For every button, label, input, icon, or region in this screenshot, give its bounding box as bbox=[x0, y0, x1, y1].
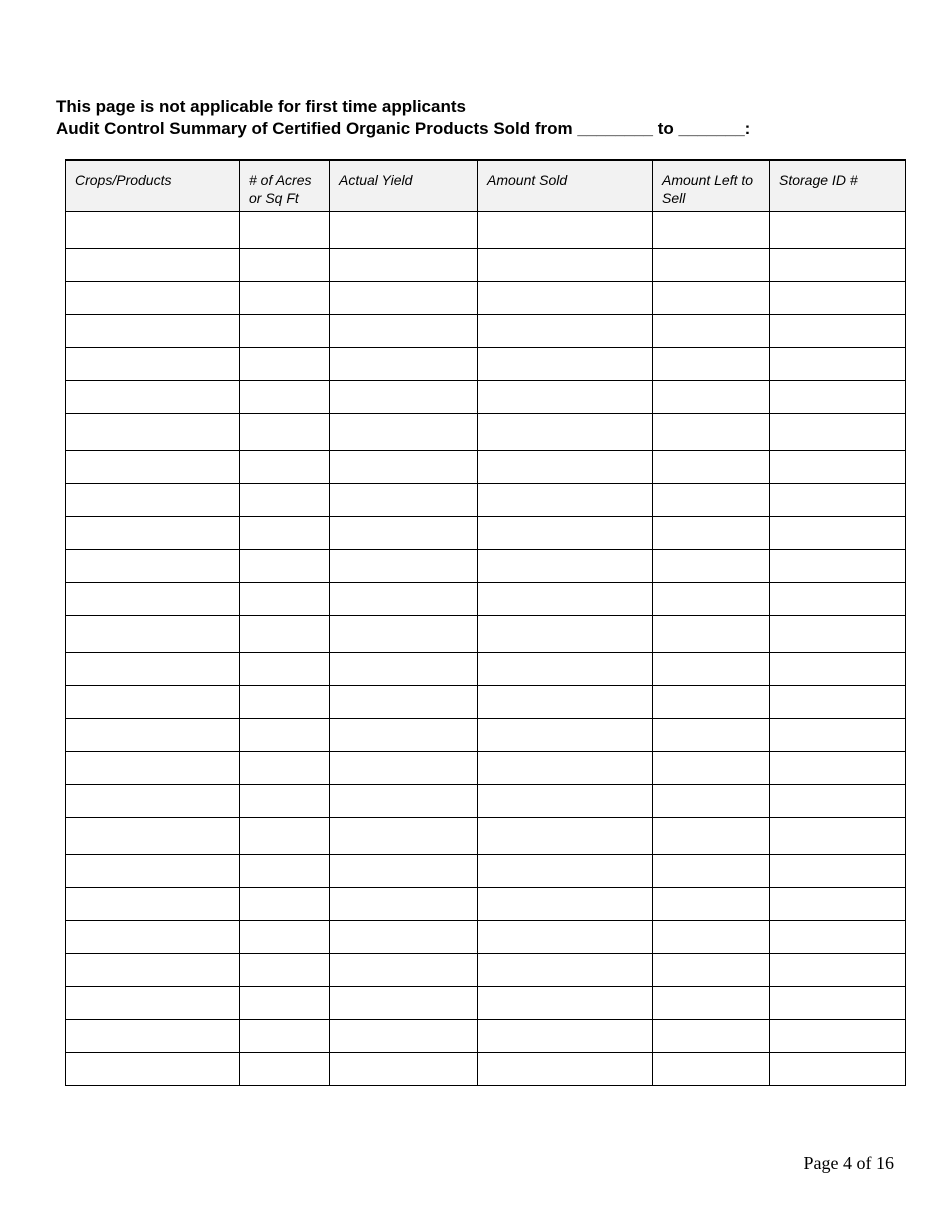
storage-id-cell[interactable] bbox=[770, 818, 906, 855]
audit-control-table bbox=[65, 159, 906, 1086]
acres-sqft-cell[interactable] bbox=[240, 315, 330, 348]
amount-left-cell[interactable] bbox=[653, 954, 770, 987]
table-row bbox=[66, 517, 906, 550]
actual-yield-cell[interactable] bbox=[330, 888, 478, 921]
amount-sold-cell[interactable] bbox=[478, 550, 653, 583]
storage-id-cell[interactable] bbox=[770, 484, 906, 517]
amount-sold-cell[interactable] bbox=[478, 583, 653, 616]
amount-sold-cell[interactable] bbox=[478, 785, 653, 818]
col-header-amount-sold: Amount Sold bbox=[478, 160, 653, 212]
amount-left-cell[interactable] bbox=[653, 315, 770, 348]
amount-left-cell[interactable] bbox=[653, 212, 770, 249]
acres-sqft-cell[interactable] bbox=[240, 348, 330, 381]
storage-id-cell[interactable] bbox=[770, 451, 906, 484]
table-row bbox=[66, 752, 906, 785]
acres-sqft-cell[interactable] bbox=[240, 583, 330, 616]
col-header-amount-left: Amount Left to Sell bbox=[653, 160, 770, 212]
acres-sqft-cell[interactable] bbox=[240, 451, 330, 484]
crop-product-cell[interactable] bbox=[66, 785, 240, 818]
acres-sqft-cell[interactable] bbox=[240, 818, 330, 855]
acres-sqft-cell[interactable] bbox=[240, 686, 330, 719]
actual-yield-cell[interactable] bbox=[330, 583, 478, 616]
amount-left-cell[interactable] bbox=[653, 348, 770, 381]
table-row bbox=[66, 249, 906, 282]
applicability-note: This page is not applicable for first time applicants bbox=[56, 97, 466, 116]
amount-left-cell[interactable] bbox=[653, 550, 770, 583]
actual-yield-cell[interactable] bbox=[330, 249, 478, 282]
actual-yield-cell[interactable] bbox=[330, 517, 478, 550]
crop-product-cell[interactable] bbox=[66, 550, 240, 583]
actual-yield-cell[interactable] bbox=[330, 954, 478, 987]
col-header-actual-yield: Actual Yield bbox=[330, 160, 478, 212]
acres-sqft-cell[interactable] bbox=[240, 653, 330, 686]
amount-sold-cell[interactable] bbox=[478, 653, 653, 686]
table-row bbox=[66, 484, 906, 517]
actual-yield-cell[interactable] bbox=[330, 348, 478, 381]
acres-sqft-cell[interactable] bbox=[240, 282, 330, 315]
amount-sold-cell[interactable] bbox=[478, 1053, 653, 1086]
audit-summary-title: Audit Control Summary of Certified Organic Products Sold from ________ to _______: bbox=[56, 119, 751, 138]
crop-product-cell[interactable] bbox=[66, 282, 240, 315]
amount-left-cell[interactable] bbox=[653, 1020, 770, 1053]
amount-sold-cell[interactable] bbox=[478, 752, 653, 785]
amount-sold-cell[interactable] bbox=[478, 921, 653, 954]
storage-id-cell[interactable] bbox=[770, 282, 906, 315]
acres-sqft-cell[interactable] bbox=[240, 921, 330, 954]
table-row bbox=[66, 818, 906, 855]
crop-product-cell[interactable] bbox=[66, 686, 240, 719]
storage-id-cell[interactable] bbox=[770, 921, 906, 954]
storage-id-cell[interactable] bbox=[770, 686, 906, 719]
col-header-storage-id: Storage ID # bbox=[770, 160, 906, 212]
acres-sqft-cell[interactable] bbox=[240, 987, 330, 1020]
actual-yield-cell[interactable] bbox=[330, 719, 478, 752]
actual-yield-cell[interactable] bbox=[330, 987, 478, 1020]
col-header-crops-products: Crops/Products bbox=[66, 160, 240, 212]
amount-left-cell[interactable] bbox=[653, 855, 770, 888]
amount-left-cell[interactable] bbox=[653, 381, 770, 414]
table-row bbox=[66, 954, 906, 987]
amount-sold-cell[interactable] bbox=[478, 818, 653, 855]
acres-sqft-cell[interactable] bbox=[240, 1053, 330, 1086]
crop-product-cell[interactable] bbox=[66, 517, 240, 550]
acres-sqft-cell[interactable] bbox=[240, 212, 330, 249]
crop-product-cell[interactable] bbox=[66, 381, 240, 414]
storage-id-cell[interactable] bbox=[770, 752, 906, 785]
amount-sold-cell[interactable] bbox=[478, 315, 653, 348]
crop-product-cell[interactable] bbox=[66, 451, 240, 484]
table-row bbox=[66, 987, 906, 1020]
storage-id-cell[interactable] bbox=[770, 381, 906, 414]
amount-sold-cell[interactable] bbox=[478, 719, 653, 752]
page-heading bbox=[56, 96, 750, 140]
amount-sold-cell[interactable] bbox=[478, 686, 653, 719]
actual-yield-cell[interactable] bbox=[330, 752, 478, 785]
crop-product-cell[interactable] bbox=[66, 616, 240, 653]
crop-product-cell[interactable] bbox=[66, 315, 240, 348]
amount-sold-cell[interactable] bbox=[478, 484, 653, 517]
actual-yield-cell[interactable] bbox=[330, 785, 478, 818]
storage-id-cell[interactable] bbox=[770, 888, 906, 921]
actual-yield-cell[interactable] bbox=[330, 484, 478, 517]
table-row bbox=[66, 921, 906, 954]
acres-sqft-cell[interactable] bbox=[240, 616, 330, 653]
page-number: Page 4 of 16 bbox=[803, 1153, 894, 1173]
crop-product-cell[interactable] bbox=[66, 954, 240, 987]
storage-id-cell[interactable] bbox=[770, 550, 906, 583]
amount-left-cell[interactable] bbox=[653, 719, 770, 752]
crop-product-cell[interactable] bbox=[66, 1020, 240, 1053]
amount-sold-cell[interactable] bbox=[478, 855, 653, 888]
storage-id-cell[interactable] bbox=[770, 1053, 906, 1086]
acres-sqft-cell[interactable] bbox=[240, 855, 330, 888]
table-header-row bbox=[66, 160, 906, 212]
amount-left-cell[interactable] bbox=[653, 785, 770, 818]
amount-left-cell[interactable] bbox=[653, 451, 770, 484]
amount-left-cell[interactable] bbox=[653, 686, 770, 719]
crop-product-cell[interactable] bbox=[66, 583, 240, 616]
table-row bbox=[66, 348, 906, 381]
table-row bbox=[66, 414, 906, 451]
storage-id-cell[interactable] bbox=[770, 315, 906, 348]
table-row bbox=[66, 1053, 906, 1086]
table-row bbox=[66, 550, 906, 583]
amount-left-cell[interactable] bbox=[653, 282, 770, 315]
storage-id-cell[interactable] bbox=[770, 517, 906, 550]
acres-sqft-cell[interactable] bbox=[240, 381, 330, 414]
actual-yield-cell[interactable] bbox=[330, 550, 478, 583]
storage-id-cell[interactable] bbox=[770, 249, 906, 282]
storage-id-cell[interactable] bbox=[770, 987, 906, 1020]
crop-product-cell[interactable] bbox=[66, 414, 240, 451]
actual-yield-cell[interactable] bbox=[330, 921, 478, 954]
actual-yield-cell[interactable] bbox=[330, 1053, 478, 1086]
storage-id-cell[interactable] bbox=[770, 212, 906, 249]
table-row bbox=[66, 855, 906, 888]
acres-sqft-cell[interactable] bbox=[240, 719, 330, 752]
storage-id-cell[interactable] bbox=[770, 719, 906, 752]
col-header-acres-sqft: # of Acres or Sq Ft bbox=[240, 160, 330, 212]
storage-id-cell[interactable] bbox=[770, 616, 906, 653]
amount-left-cell[interactable] bbox=[653, 653, 770, 686]
actual-yield-cell[interactable] bbox=[330, 282, 478, 315]
acres-sqft-cell[interactable] bbox=[240, 550, 330, 583]
storage-id-cell[interactable] bbox=[770, 583, 906, 616]
table-row bbox=[66, 616, 906, 653]
table-row bbox=[66, 583, 906, 616]
table-row bbox=[66, 451, 906, 484]
amount-sold-cell[interactable] bbox=[478, 282, 653, 315]
table-row bbox=[66, 686, 906, 719]
acres-sqft-cell[interactable] bbox=[240, 752, 330, 785]
table-row bbox=[66, 1020, 906, 1053]
actual-yield-cell[interactable] bbox=[330, 686, 478, 719]
amount-sold-cell[interactable] bbox=[478, 1020, 653, 1053]
crop-product-cell[interactable] bbox=[66, 987, 240, 1020]
amount-sold-cell[interactable] bbox=[478, 616, 653, 653]
amount-left-cell[interactable] bbox=[653, 616, 770, 653]
amount-sold-cell[interactable] bbox=[478, 249, 653, 282]
table-row bbox=[66, 785, 906, 818]
crop-product-cell[interactable] bbox=[66, 888, 240, 921]
amount-left-cell[interactable] bbox=[653, 921, 770, 954]
amount-left-cell[interactable] bbox=[653, 249, 770, 282]
amount-left-cell[interactable] bbox=[653, 888, 770, 921]
amount-left-cell[interactable] bbox=[653, 583, 770, 616]
actual-yield-cell[interactable] bbox=[330, 1020, 478, 1053]
crop-product-cell[interactable] bbox=[66, 855, 240, 888]
amount-sold-cell[interactable] bbox=[478, 517, 653, 550]
amount-left-cell[interactable] bbox=[653, 517, 770, 550]
crop-product-cell[interactable] bbox=[66, 653, 240, 686]
storage-id-cell[interactable] bbox=[770, 785, 906, 818]
table-row bbox=[66, 381, 906, 414]
amount-sold-cell[interactable] bbox=[478, 348, 653, 381]
crop-product-cell[interactable] bbox=[66, 719, 240, 752]
actual-yield-cell[interactable] bbox=[330, 315, 478, 348]
amount-sold-cell[interactable] bbox=[478, 414, 653, 451]
amount-sold-cell[interactable] bbox=[478, 381, 653, 414]
storage-id-cell[interactable] bbox=[770, 1020, 906, 1053]
crop-product-cell[interactable] bbox=[66, 212, 240, 249]
acres-sqft-cell[interactable] bbox=[240, 888, 330, 921]
crop-product-cell[interactable] bbox=[66, 249, 240, 282]
crop-product-cell[interactable] bbox=[66, 484, 240, 517]
storage-id-cell[interactable] bbox=[770, 653, 906, 686]
crop-product-cell[interactable] bbox=[66, 348, 240, 381]
acres-sqft-cell[interactable] bbox=[240, 954, 330, 987]
table-body bbox=[66, 212, 906, 1086]
amount-sold-cell[interactable] bbox=[478, 987, 653, 1020]
actual-yield-cell[interactable] bbox=[330, 414, 478, 451]
actual-yield-cell[interactable] bbox=[330, 616, 478, 653]
acres-sqft-cell[interactable] bbox=[240, 785, 330, 818]
storage-id-cell[interactable] bbox=[770, 954, 906, 987]
crop-product-cell[interactable] bbox=[66, 818, 240, 855]
acres-sqft-cell[interactable] bbox=[240, 517, 330, 550]
crop-product-cell[interactable] bbox=[66, 1053, 240, 1086]
table-row bbox=[66, 212, 906, 249]
amount-left-cell[interactable] bbox=[653, 414, 770, 451]
storage-id-cell[interactable] bbox=[770, 348, 906, 381]
acres-sqft-cell[interactable] bbox=[240, 1020, 330, 1053]
table-row bbox=[66, 888, 906, 921]
amount-left-cell[interactable] bbox=[653, 752, 770, 785]
table-row bbox=[66, 719, 906, 752]
crop-product-cell[interactable] bbox=[66, 921, 240, 954]
actual-yield-cell[interactable] bbox=[330, 855, 478, 888]
actual-yield-cell[interactable] bbox=[330, 818, 478, 855]
amount-left-cell[interactable] bbox=[653, 1053, 770, 1086]
actual-yield-cell[interactable] bbox=[330, 451, 478, 484]
acres-sqft-cell[interactable] bbox=[240, 249, 330, 282]
storage-id-cell[interactable] bbox=[770, 414, 906, 451]
amount-sold-cell[interactable] bbox=[478, 212, 653, 249]
amount-sold-cell[interactable] bbox=[478, 451, 653, 484]
table-row bbox=[66, 653, 906, 686]
acres-sqft-cell[interactable] bbox=[240, 484, 330, 517]
amount-sold-cell[interactable] bbox=[478, 888, 653, 921]
actual-yield-cell[interactable] bbox=[330, 212, 478, 249]
amount-sold-cell[interactable] bbox=[478, 954, 653, 987]
amount-left-cell[interactable] bbox=[653, 987, 770, 1020]
table-row bbox=[66, 282, 906, 315]
crop-product-cell[interactable] bbox=[66, 752, 240, 785]
amount-left-cell[interactable] bbox=[653, 818, 770, 855]
table-row bbox=[66, 315, 906, 348]
amount-left-cell[interactable] bbox=[653, 484, 770, 517]
actual-yield-cell[interactable] bbox=[330, 381, 478, 414]
actual-yield-cell[interactable] bbox=[330, 653, 478, 686]
storage-id-cell[interactable] bbox=[770, 855, 906, 888]
acres-sqft-cell[interactable] bbox=[240, 414, 330, 451]
